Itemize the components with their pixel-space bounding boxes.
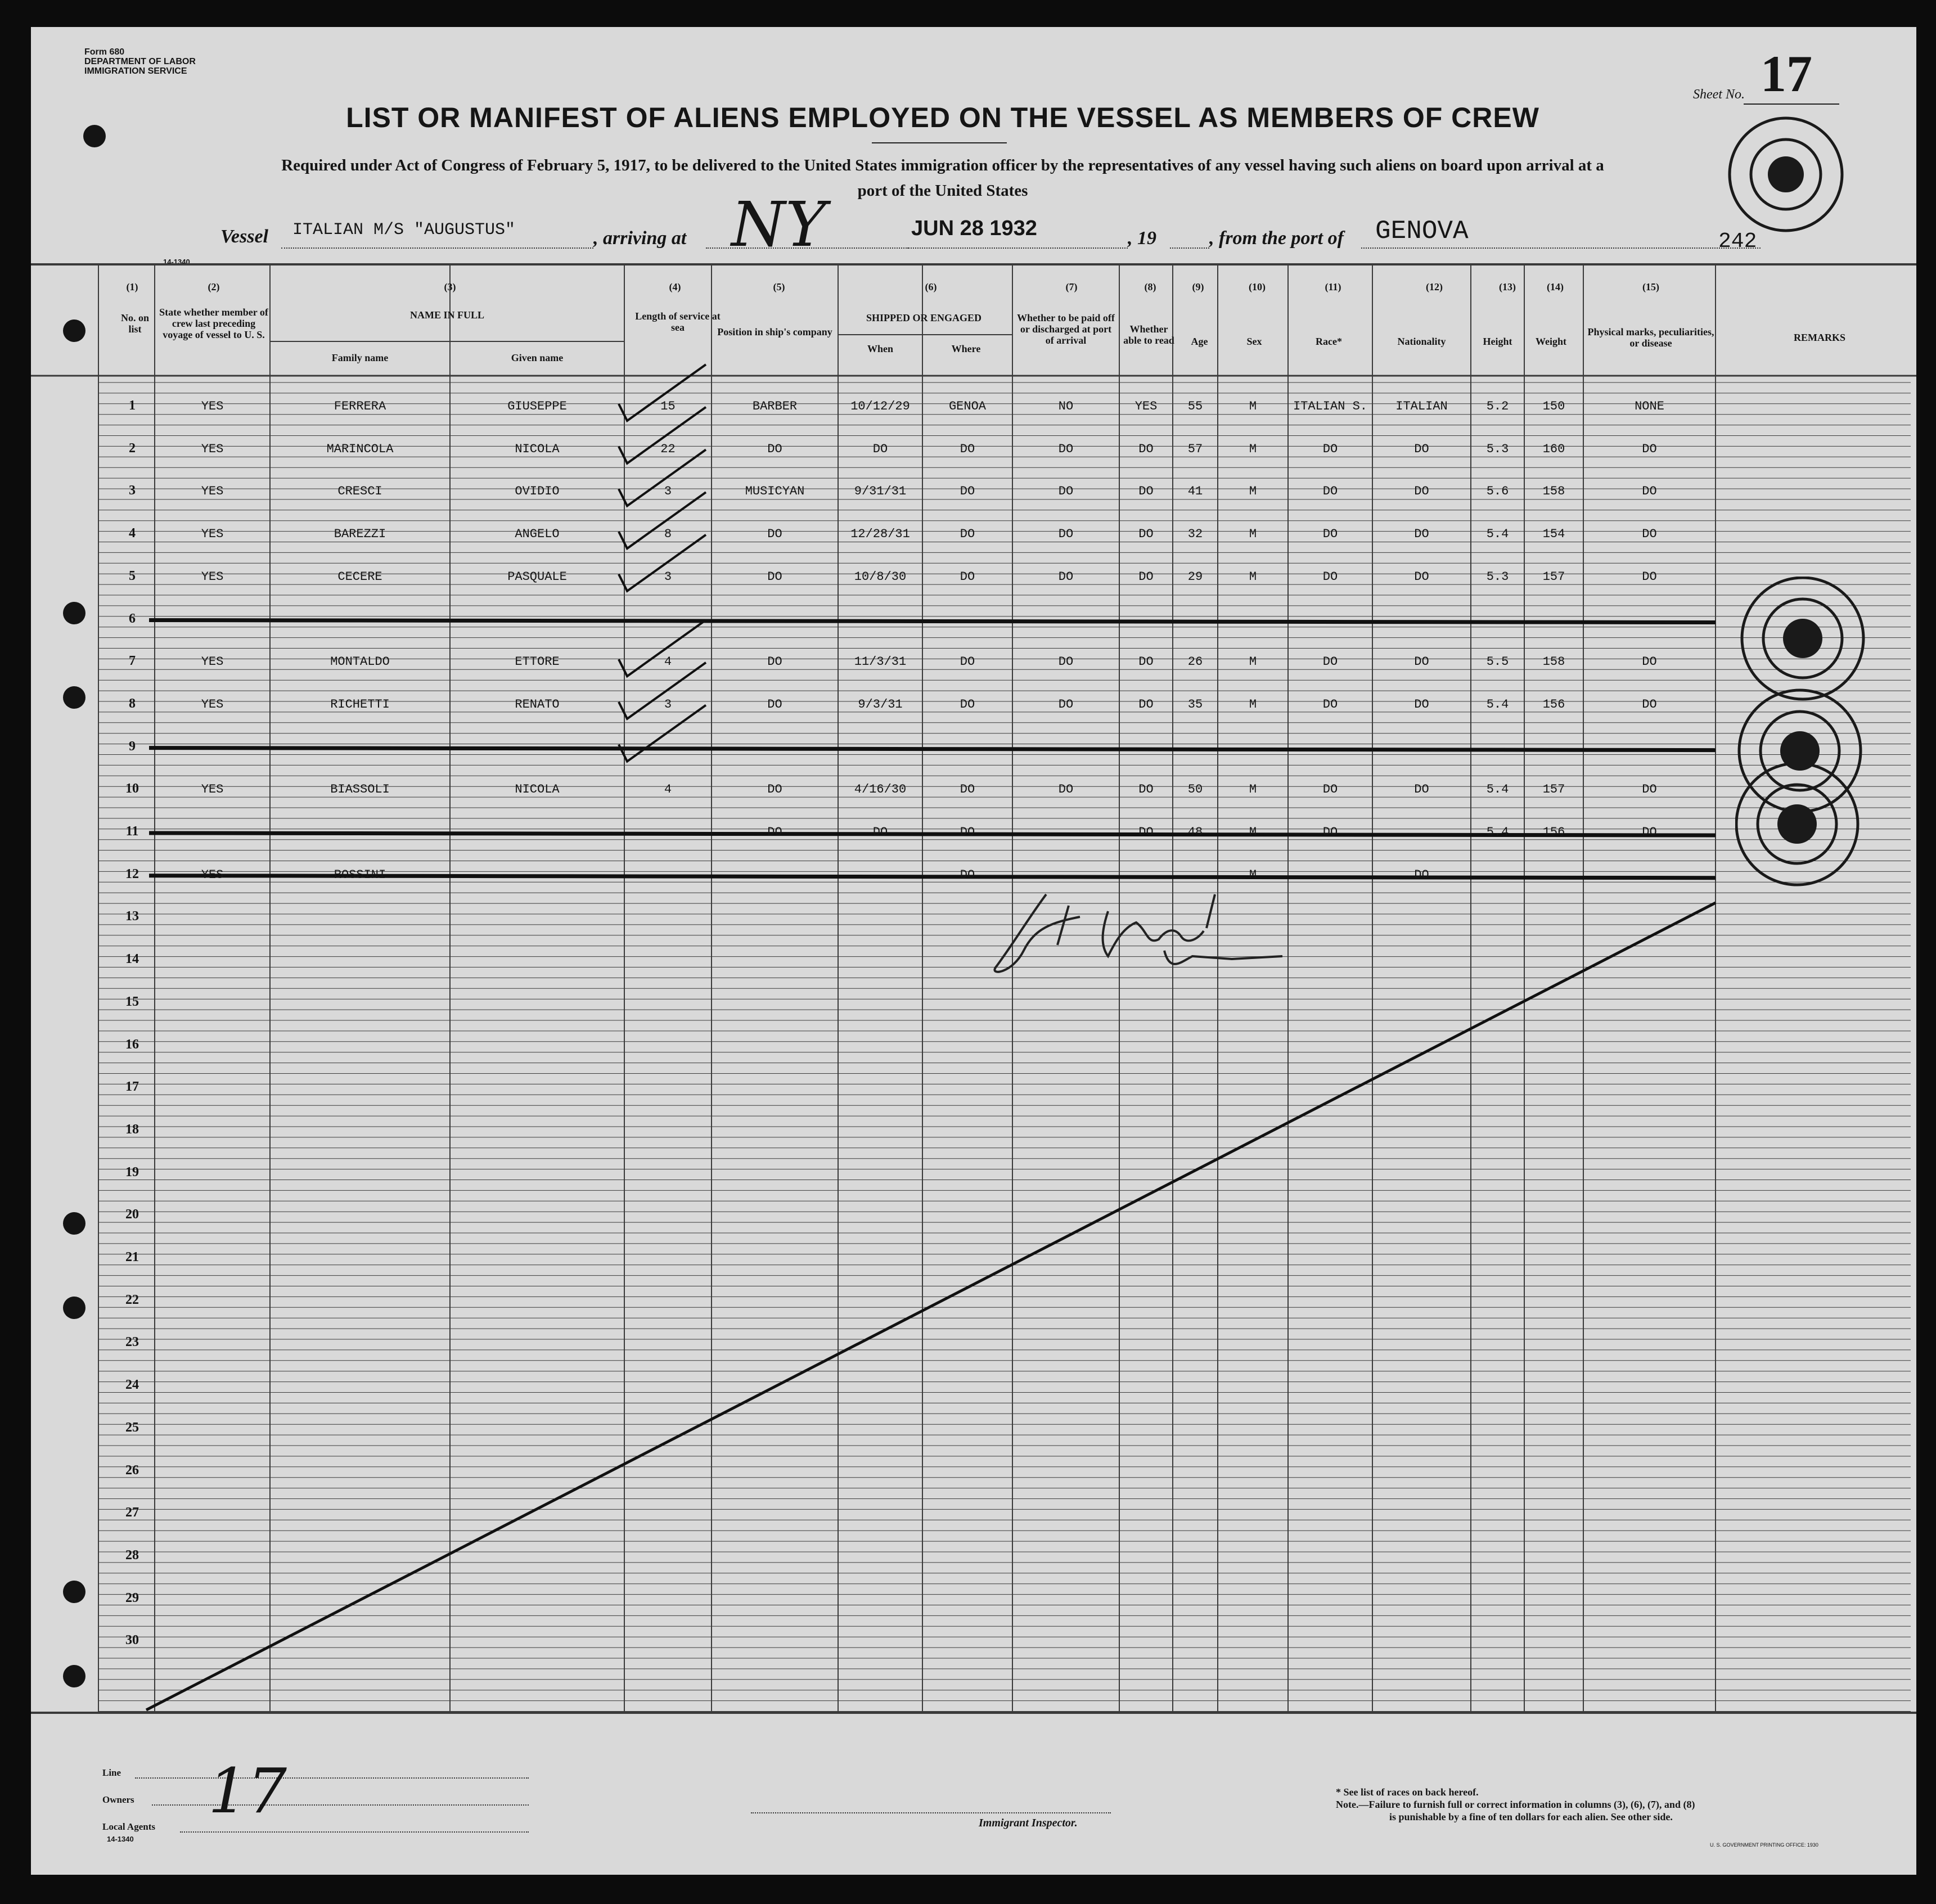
cell-prev: YES xyxy=(201,527,224,542)
cell-length: 15 xyxy=(660,399,676,413)
cell-when: DO xyxy=(872,825,888,839)
cell-when: 12/28/31 xyxy=(850,527,910,542)
cell-sex: M xyxy=(1249,655,1257,669)
cell-height: 5.5 xyxy=(1486,655,1509,669)
header-given-name: Given name xyxy=(511,352,564,363)
header-height: Height xyxy=(1483,336,1512,347)
header-age: Age xyxy=(1191,336,1208,347)
cell-paid: NO xyxy=(1058,399,1074,413)
cell-paid: DO xyxy=(1058,782,1074,797)
cell-weight: 156 xyxy=(1542,697,1565,712)
header-remarks: REMARKS xyxy=(1793,332,1845,343)
row-number: 23 xyxy=(125,1335,139,1350)
cell-race: DO xyxy=(1322,527,1338,542)
cell-marks: DO xyxy=(1642,697,1657,712)
cell-read: DO xyxy=(1138,569,1154,584)
cell-nat: DO xyxy=(1414,442,1429,456)
cell-when: 10/8/30 xyxy=(854,569,907,584)
vessel-value: ITALIAN M/S "AUGUSTUS" xyxy=(292,220,516,240)
row-number: 17 xyxy=(125,1079,139,1095)
cell-age: 41 xyxy=(1187,484,1203,499)
cell-position: DO xyxy=(767,782,782,797)
cell-when: 9/3/31 xyxy=(858,697,903,712)
row-strike-line xyxy=(149,620,1716,623)
cell-age: 50 xyxy=(1187,782,1203,797)
cell-family: MONTALDO xyxy=(330,655,390,669)
cell-length: 22 xyxy=(660,442,676,456)
cell-read: DO xyxy=(1138,442,1154,456)
consulate-stamp-top xyxy=(1713,112,1865,242)
row-number: 12 xyxy=(125,866,139,881)
cell-height: 5.2 xyxy=(1486,399,1509,413)
port-value: GENOVA xyxy=(1375,217,1469,246)
cell-position: DO xyxy=(767,655,782,669)
cell-sex: M xyxy=(1249,825,1257,839)
inspector-field-line xyxy=(751,1812,1111,1813)
footer-note xyxy=(1336,1786,1842,1823)
cell-given: PASQUALE xyxy=(507,569,567,584)
row-number: 24 xyxy=(125,1378,139,1393)
penalty-note-2: is punishable by a fine of ten dollars for each alien. See other side. xyxy=(1389,1811,1673,1822)
owners-value: 17 xyxy=(208,1755,287,1827)
cell-paid: DO xyxy=(1058,655,1074,669)
cell-given: RENATO xyxy=(515,697,560,712)
cell-read: DO xyxy=(1138,484,1154,499)
cell-family: MARINCOLA xyxy=(326,442,394,456)
cell-prev: YES xyxy=(201,782,224,797)
cell-prev: YES xyxy=(201,399,224,413)
cell-height: 5.4 xyxy=(1486,782,1509,797)
col-number: (3) xyxy=(444,281,456,292)
row-number: 16 xyxy=(125,1037,139,1052)
cell-height: 5.4 xyxy=(1486,697,1509,712)
row-number: 1 xyxy=(129,398,136,413)
cell-age: 55 xyxy=(1187,399,1203,413)
cell-prev: YES xyxy=(201,484,224,499)
form-number: Form 680 xyxy=(84,47,125,57)
cell-prev: YES xyxy=(201,569,224,584)
cell-age: 48 xyxy=(1187,825,1203,839)
cell-where: DO xyxy=(960,484,975,499)
cell-position: DO xyxy=(767,442,782,456)
arriving-label: , arriving at xyxy=(593,228,687,249)
header-paid-off: Whether to be paid off or discharged at port of arrival xyxy=(1017,312,1115,346)
cell-height: 5.6 xyxy=(1486,484,1509,499)
col-number: (2) xyxy=(208,281,220,292)
header-sex: Sex xyxy=(1246,336,1262,347)
agents-field-line xyxy=(180,1831,529,1833)
sheet-number-label: Sheet No. xyxy=(1693,87,1745,102)
cell-height: 5.4 xyxy=(1486,825,1509,839)
row-number: 13 xyxy=(125,909,139,924)
row-number: 15 xyxy=(125,994,139,1009)
cell-when: 4/16/30 xyxy=(854,782,907,797)
cell-read: DO xyxy=(1138,527,1154,542)
cell-marks: NONE xyxy=(1635,399,1664,413)
cell-nat: DO xyxy=(1414,484,1429,499)
cell-where: DO xyxy=(960,867,975,882)
row-number: 5 xyxy=(129,568,136,583)
col-number: (1) xyxy=(126,281,138,292)
cell-age: 32 xyxy=(1187,527,1203,542)
cell-sex: M xyxy=(1249,484,1257,499)
cell-where: DO xyxy=(960,569,975,584)
arriving-value: NY xyxy=(731,188,826,260)
header-position: Position in ship's company xyxy=(717,326,832,337)
cell-read: YES xyxy=(1134,399,1158,413)
col-number: (4) xyxy=(669,281,681,292)
cell-position: MUSICYAN xyxy=(745,484,805,499)
cell-age: 35 xyxy=(1187,697,1203,712)
row-number: 25 xyxy=(125,1420,139,1435)
col-number: (8) xyxy=(1144,281,1156,292)
service-name: IMMIGRATION SERVICE xyxy=(84,66,187,76)
col-number: (12) xyxy=(1426,281,1443,292)
cell-sex: M xyxy=(1249,569,1257,584)
cell-given: ETTORE xyxy=(515,655,560,669)
cell-length: 3 xyxy=(664,697,672,712)
inspector-signature xyxy=(979,883,1294,979)
row-number: 22 xyxy=(125,1292,139,1307)
cell-marks: DO xyxy=(1642,484,1657,499)
cell-prev: YES xyxy=(201,442,224,456)
form-code-top: 14-1340 xyxy=(163,258,190,266)
header-physical-marks: Physical marks, peculiarities, or disease xyxy=(1587,326,1714,349)
cell-nat: DO xyxy=(1414,697,1429,712)
local-agents-label: Local Agents xyxy=(102,1821,155,1832)
row-number: 30 xyxy=(125,1633,139,1648)
cell-where: GENOA xyxy=(948,399,986,413)
cell-read: DO xyxy=(1138,782,1154,797)
cell-family: FERRERA xyxy=(334,399,386,413)
row-number: 26 xyxy=(125,1462,139,1478)
col-number: (10) xyxy=(1249,281,1266,292)
cell-length: 3 xyxy=(664,484,672,499)
cell-marks: DO xyxy=(1642,655,1657,669)
cell-where: DO xyxy=(960,697,975,712)
header-able-to-read: Whether able to read xyxy=(1123,323,1174,346)
vessel-label: Vessel xyxy=(220,226,268,247)
col-number: (11) xyxy=(1325,281,1341,292)
cell-position: BARBER xyxy=(752,399,798,413)
cell-prev: YES xyxy=(201,697,224,712)
cell-length: 4 xyxy=(664,782,672,797)
cell-weight: 157 xyxy=(1542,569,1565,584)
cell-family: CRESCI xyxy=(337,484,382,499)
from-port-label: , from the port of xyxy=(1209,228,1344,249)
cell-paid: DO xyxy=(1058,527,1074,542)
cell-read: DO xyxy=(1138,655,1154,669)
row-number: 3 xyxy=(129,483,136,498)
cell-nat: DO xyxy=(1414,569,1429,584)
cell-given: ANGELO xyxy=(515,527,560,542)
cell-when: 9/31/31 xyxy=(854,484,907,499)
cell-where: DO xyxy=(960,782,975,797)
cell-nat: DO xyxy=(1414,527,1429,542)
col-number: (9) xyxy=(1192,281,1204,292)
owners-label: Owners xyxy=(102,1794,134,1805)
cell-given: NICOLA xyxy=(515,442,560,456)
cell-length: 8 xyxy=(664,527,672,542)
consulate-stamps xyxy=(1735,577,1881,925)
header-family-name: Family name xyxy=(331,352,389,363)
cell-prev: YES xyxy=(201,867,224,882)
cell-weight: 150 xyxy=(1542,399,1565,413)
penalty-note-1: Note.—Failure to furnish full or correct information in columns (3), (6), (7), and (8) xyxy=(1336,1799,1695,1810)
cell-race: DO xyxy=(1322,655,1338,669)
line-field-line xyxy=(135,1777,529,1779)
row-number: 9 xyxy=(129,739,136,754)
page-title: LIST OR MANIFEST OF ALIENS EMPLOYED ON THE VESSEL AS MEMBERS OF CREW xyxy=(346,102,1539,133)
cell-nat: ITALIAN xyxy=(1395,399,1448,413)
cell-position: DO xyxy=(767,697,782,712)
cell-race: ITALIAN S. xyxy=(1293,399,1368,413)
cell-where: DO xyxy=(960,442,975,456)
cell-age: 57 xyxy=(1187,442,1203,456)
cell-length: 3 xyxy=(664,569,672,584)
cell-marks: DO xyxy=(1642,825,1657,839)
cell-nat: DO xyxy=(1414,655,1429,669)
cell-height: 5.3 xyxy=(1486,569,1509,584)
cell-marks: DO xyxy=(1642,527,1657,542)
inspector-label: Immigrant Inspector. xyxy=(979,1817,1078,1829)
row-number: 28 xyxy=(125,1547,139,1563)
cell-sex: M xyxy=(1249,442,1257,456)
cell-paid: DO xyxy=(1058,442,1074,456)
cell-given: OVIDIO xyxy=(515,484,560,499)
cell-weight: 158 xyxy=(1542,484,1565,499)
cell-given: NICOLA xyxy=(515,782,560,797)
cell-length: 4 xyxy=(664,655,672,669)
cell-where: DO xyxy=(960,825,975,839)
sheet-number-value: 17 xyxy=(1761,45,1812,102)
col-number: (13) xyxy=(1499,281,1516,292)
cell-when: DO xyxy=(872,442,888,456)
year-label: , 19 xyxy=(1128,228,1156,249)
cell-race: DO xyxy=(1322,782,1338,797)
col-number: (5) xyxy=(773,281,785,292)
cell-paid: DO xyxy=(1058,697,1074,712)
cell-height: 5.3 xyxy=(1486,442,1509,456)
cell-race: DO xyxy=(1322,569,1338,584)
col-number: (14) xyxy=(1547,281,1564,292)
cell-when: 10/12/29 xyxy=(850,399,910,413)
cell-weight: 156 xyxy=(1542,825,1565,839)
cell-family: ROSSINI xyxy=(334,867,386,882)
arrival-date-stamp: JUN 28 1932 xyxy=(911,217,1037,240)
cell-when: 11/3/31 xyxy=(854,655,907,669)
cell-where: DO xyxy=(960,527,975,542)
row-number: 11 xyxy=(125,824,139,839)
row-number: 2 xyxy=(129,440,136,456)
cell-marks: DO xyxy=(1642,442,1657,456)
row-number: 27 xyxy=(125,1505,139,1520)
cell-read: DO xyxy=(1138,825,1154,839)
row-strike-line xyxy=(149,748,1716,750)
cell-nat: DO xyxy=(1414,782,1429,797)
cell-given: GIUSEPPE xyxy=(507,399,567,413)
row-number: 21 xyxy=(125,1250,139,1264)
cell-nat: DO xyxy=(1414,867,1429,882)
cell-where: DO xyxy=(960,655,975,669)
cell-weight: 154 xyxy=(1542,527,1565,542)
header-shipped-engaged: SHIPPED OR ENGAGED xyxy=(866,312,982,323)
row-number: 20 xyxy=(125,1207,139,1222)
cell-position: DO xyxy=(767,527,782,542)
cell-sex: M xyxy=(1249,867,1257,882)
row-number: 19 xyxy=(125,1164,139,1180)
cell-family: BAREZZI xyxy=(334,527,386,542)
cell-family: CECERE xyxy=(337,569,382,584)
cell-age: 29 xyxy=(1187,569,1203,584)
header-no-on-list: No. on list xyxy=(120,312,149,335)
cell-position: DO xyxy=(767,825,782,839)
cell-race: DO xyxy=(1322,697,1338,712)
col-number: (15) xyxy=(1642,281,1659,292)
cell-prev: YES xyxy=(201,655,224,669)
form-code-bottom: 14-1340 xyxy=(107,1835,134,1843)
header-when: When xyxy=(867,343,893,354)
row-number: 8 xyxy=(129,696,136,711)
cell-weight: 157 xyxy=(1542,782,1565,797)
header-race: Race* xyxy=(1316,336,1342,347)
line-label: Line xyxy=(102,1767,121,1778)
department-name: DEPARTMENT OF LABOR xyxy=(84,57,196,66)
row-number: 4 xyxy=(129,526,136,541)
cell-race: DO xyxy=(1322,825,1338,839)
header-where: Where xyxy=(951,343,981,354)
cell-family: BIASSOLI xyxy=(330,782,390,797)
cell-race: DO xyxy=(1322,484,1338,499)
row-number: 10 xyxy=(125,781,139,796)
cell-marks: DO xyxy=(1642,782,1657,797)
unused-rows-diagonal-line xyxy=(146,903,1716,1710)
subtitle-line-1: Required under Act of Congress of February 5, 1917, to be delivered to the United States immigration officer by the representatives of any vessel having such aliens on board upon arrival at a xyxy=(281,156,1604,174)
cell-marks: DO xyxy=(1642,569,1657,584)
cell-sex: M xyxy=(1249,697,1257,712)
header-state-whether: State whether member of crew last preceding voyage of vessel to U. S. xyxy=(159,307,268,340)
cell-weight: 160 xyxy=(1542,442,1565,456)
cell-paid: DO xyxy=(1058,484,1074,499)
header-weight: Weight xyxy=(1535,336,1566,347)
cell-position: DO xyxy=(767,569,782,584)
col-number: (6) xyxy=(925,281,937,292)
header-nationality: Nationality xyxy=(1397,336,1446,347)
races-note: * See list of races on back hereof. xyxy=(1336,1786,1479,1798)
cell-sex: M xyxy=(1249,527,1257,542)
cell-race: DO xyxy=(1322,442,1338,456)
header-length-service: Length of service at sea xyxy=(635,310,721,333)
cell-height: 5.4 xyxy=(1486,527,1509,542)
row-number: 18 xyxy=(125,1122,139,1137)
header-name-in-full: NAME IN FULL xyxy=(409,309,484,321)
cell-age: 26 xyxy=(1187,655,1203,669)
cell-family: RICHETTI xyxy=(330,697,390,712)
row-number: 29 xyxy=(125,1590,139,1605)
cell-sex: M xyxy=(1249,782,1257,797)
cell-read: DO xyxy=(1138,697,1154,712)
row-number: 6 xyxy=(129,611,136,626)
stamp-number: 242 xyxy=(1718,229,1757,254)
row-number: 14 xyxy=(125,952,139,967)
printer-line: U. S. GOVERNMENT PRINTING OFFICE: 1930 xyxy=(1710,1842,1818,1848)
row-number: 7 xyxy=(129,654,136,669)
cell-sex: M xyxy=(1249,399,1257,413)
cell-paid: DO xyxy=(1058,569,1074,584)
subtitle-line-2: port of the United States xyxy=(857,182,1028,200)
col-number: (7) xyxy=(1065,281,1078,292)
cell-weight: 158 xyxy=(1542,655,1565,669)
